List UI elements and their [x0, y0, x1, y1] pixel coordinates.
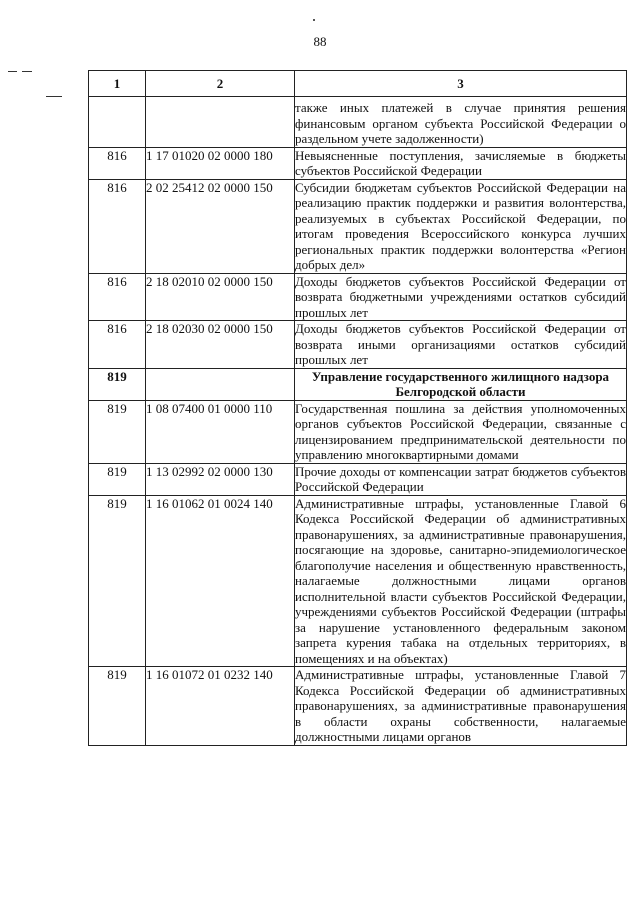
admin-code-cell: 819 — [89, 667, 146, 746]
revenue-codes-table — [88, 70, 627, 746]
revenue-description-cell: также иных платежей в случае принятия решения финансовым органом субъекта Российской Федерации о раздельном учете задолженности) — [295, 97, 627, 148]
margin-mark — [46, 96, 62, 97]
page-number: 88 — [313, 34, 327, 49]
budget-class-code-cell: 2 02 25412 02 0000 150 — [146, 179, 295, 273]
admin-code-cell: 819 — [89, 463, 146, 495]
revenue-description-cell: Административные штрафы, установленные Главой 7 Кодекса Российской Федерации об административных правонарушениях, за административные правонарушения в области охраны собственности, налагаемые должностными лицами органов — [295, 667, 626, 744]
header-col-1: 1 — [89, 71, 146, 97]
table-row — [89, 273, 627, 321]
header-col-2: 2 — [146, 71, 295, 97]
budget-class-code-cell: 1 17 01020 02 0000 180 — [146, 147, 295, 179]
admin-code-cell — [89, 97, 146, 148]
budget-class-code-cell: 2 18 02010 02 0000 150 — [146, 273, 295, 321]
admin-code-cell: 816 — [89, 147, 146, 179]
revenue-description-cell: Доходы бюджетов субъектов Российской Федерации от возврата бюджетными учреждениями остатков субсидий прошлых лет — [295, 273, 626, 320]
margin-mark — [8, 71, 17, 72]
table-row — [89, 495, 627, 667]
revenue-description-cell: Субсидии бюджетам субъектов Российской Федерации на реализацию практик поддержки и развития волонтерства, реализуемых в субъектах Российской Федерации, по итогам проведения Всероссийского конкурса лучших региональных практик поддержки волонтерства «Регион добрых дел» — [295, 179, 626, 272]
table-row — [89, 667, 627, 746]
table-row — [89, 400, 627, 463]
admin-code-cell: 819 — [89, 495, 146, 667]
revenue-description-cell: Государственная пошлина за действия уполномоченных органов субъектов Российской Федерации, связанные с лицензированием предпринимательской деятельности по управлению многоквартирными домами — [295, 400, 626, 462]
table-header-row — [89, 71, 627, 97]
budget-class-code-cell: 1 08 07400 01 0000 110 — [146, 400, 295, 463]
budget-class-code-cell — [146, 368, 295, 400]
header-col-3: 3 — [295, 71, 627, 97]
budget-class-code-cell: 1 16 01072 01 0232 140 — [146, 667, 295, 746]
revenue-description-cell: Прочие доходы от компенсации затрат бюджетов субъектов Российской Федерации — [295, 463, 626, 494]
table-row — [89, 97, 627, 148]
table-row — [89, 179, 627, 273]
section-title-cell: Управление государственного жилищного надзора Белгородской области — [295, 368, 627, 400]
margin-mark — [22, 71, 32, 72]
budget-class-code-cell: 2 18 02030 02 0000 150 — [146, 321, 295, 369]
table-row — [89, 147, 627, 179]
section-header-row — [89, 368, 627, 400]
budget-class-code-cell — [146, 97, 295, 148]
revenue-description-cell: Административные штрафы, установленные Главой 6 Кодекса Российской Федерации об административных правонарушениях, за административные правонарушения, посягающие на здоровье, санитарно-эпидемиологическое благополучие населения и общественную нравственность, налагаемые должностными лицами органов исполнительной власти субъектов Российской Федерации, учреждениями субъектов Российской Федерации (штрафы за нарушение установленного федеральным законом запрета курения табака на отдельных территориях, в помещениях и на объектах) — [295, 495, 626, 666]
admin-code-cell: 816 — [89, 273, 146, 321]
scan-speck — [313, 19, 315, 21]
revenue-description-cell: Доходы бюджетов субъектов Российской Федерации от возврата иными организациями остатков субсидий прошлых лет — [295, 321, 626, 367]
table-row — [89, 321, 627, 369]
table-row — [89, 463, 627, 495]
admin-code-cell: 819 — [89, 400, 146, 463]
admin-code-cell: 819 — [89, 368, 146, 400]
admin-code-cell: 816 — [89, 179, 146, 273]
budget-class-code-cell: 1 13 02992 02 0000 130 — [146, 463, 295, 495]
budget-class-code-cell: 1 16 01062 01 0024 140 — [146, 495, 295, 667]
revenue-description-cell: Невыясненные поступления, зачисляемые в бюджеты субъектов Российской Федерации — [295, 147, 626, 178]
admin-code-cell: 816 — [89, 321, 146, 369]
